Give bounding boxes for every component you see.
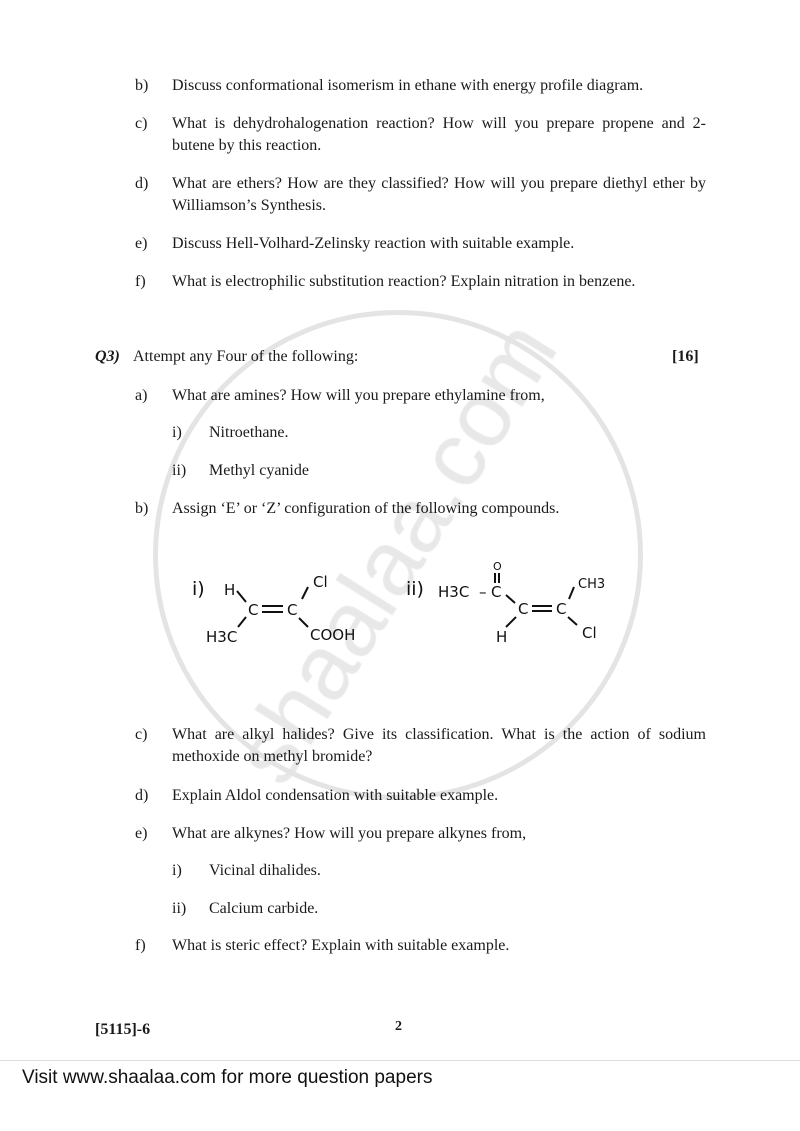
item-label: b) (135, 77, 149, 94)
question-number: Q3) (95, 348, 120, 365)
item-label: d) (135, 175, 149, 192)
structure-i (192, 573, 355, 646)
sub-text: Nitroethane. (209, 424, 289, 441)
item-label: c) (135, 726, 148, 743)
atom-cl: Cl (582, 624, 597, 642)
atom-cooh: COOH (310, 626, 356, 644)
item-label: e) (135, 825, 148, 842)
sub-label: ii) (172, 462, 187, 479)
page-number: 2 (395, 1019, 402, 1034)
atom-h: H (224, 581, 236, 599)
item-label: b) (135, 500, 149, 517)
marks: [16] (672, 348, 699, 365)
item-label: f) (135, 937, 146, 954)
item-text: Explain Aldol condensation with suitable example. (172, 787, 499, 804)
item-text: What is electrophilic substitution reaction? Explain nitration in benzene. (172, 273, 636, 290)
item-text: What is dehydrohalogenation reaction? How will you prepare propene and 2-butene by this reaction. (172, 115, 706, 154)
item-text: Discuss conformational isomerism in ethane with energy profile diagram. (172, 77, 644, 94)
item-text: What are alkynes? How will you prepare alkynes from, (172, 825, 527, 842)
paper-code: [5115]-6 (95, 1021, 151, 1038)
sub-text: Vicinal dihalides. (209, 862, 321, 879)
footer-bar (0, 1060, 800, 1131)
item-label: d) (135, 787, 149, 804)
atom-c: C (556, 600, 567, 618)
item-label: c) (135, 115, 148, 132)
item-text: What are alkyl halides? Give its classification. What is the action of sodium methoxide on methyl bromide? (172, 726, 706, 765)
atom-c: C (287, 601, 298, 619)
sub-text: Calcium carbide. (209, 900, 319, 917)
sub-label: i) (172, 862, 182, 879)
item-text: Assign ‘E’ or ‘Z’ configuration of the following compounds. (172, 500, 560, 517)
item-text: What are ethers? How are they classified? How will you prepare diethyl ether by Williamson’s Synthesis. (172, 175, 706, 214)
sub-text: Methyl cyanide (209, 462, 309, 479)
atom-c: C (491, 583, 502, 601)
sub-label: i) (172, 424, 182, 441)
footer-link[interactable]: Visit www.shaalaa.com for more question papers (22, 1067, 433, 1088)
chemical-structures (180, 555, 620, 655)
atom-cl: Cl (313, 573, 328, 591)
item-text: What are amines? How will you prepare ethylamine from, (172, 387, 545, 404)
atom-h: H (496, 628, 508, 646)
sub-label: ii) (172, 900, 187, 917)
atom-o: O (493, 560, 502, 573)
atom-ch3: CH3 (578, 577, 606, 592)
item-label: e) (135, 235, 148, 252)
structure-ii (406, 560, 605, 646)
atom-h3c: H3C (206, 628, 238, 646)
item-text: What is steric effect? Explain with suitable example. (172, 937, 510, 954)
item-text: Discuss Hell-Volhard-Zelinsky reaction with suitable example. (172, 235, 575, 252)
structure-label: i) (192, 578, 205, 600)
bond: – (479, 583, 487, 601)
question-instruction: Attempt any Four of the following: (133, 348, 359, 365)
structure-label: ii) (406, 578, 424, 600)
atom-c: C (518, 600, 529, 618)
item-label: a) (135, 387, 148, 404)
atom-c: C (248, 601, 259, 619)
item-label: f) (135, 273, 146, 290)
atom-h3c: H3C (438, 583, 470, 601)
